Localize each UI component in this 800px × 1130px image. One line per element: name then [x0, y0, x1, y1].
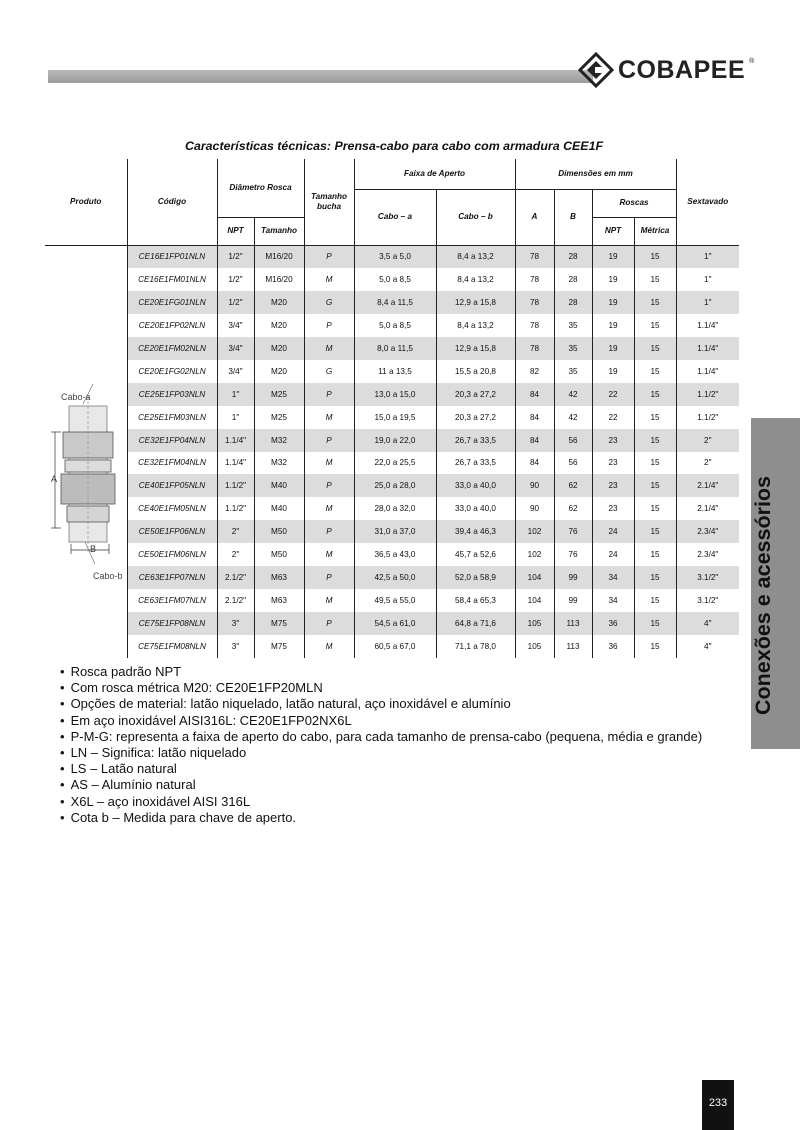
cell-cabo-b: 52,0 a 58,9: [436, 566, 515, 589]
cell-codigo: CE25E1FM03NLN: [127, 406, 217, 429]
table-row: [45, 268, 739, 291]
cell-metrica: 15: [634, 566, 676, 589]
cell-cabo-b: 64,8 a 71,6: [436, 612, 515, 635]
cell-tamanho: M20: [254, 314, 304, 337]
table-row: [45, 566, 739, 589]
cell-dim-b: 113: [554, 612, 592, 635]
cell-bucha: P: [304, 383, 354, 406]
cell-codigo: CE20E1FM02NLN: [127, 337, 217, 360]
cell-metrica: 15: [634, 452, 676, 475]
cell-cabo-a: 42,5 a 50,0: [354, 566, 436, 589]
cell-metrica: 15: [634, 429, 676, 452]
cell-cabo-a: 22,0 a 25,5: [354, 452, 436, 475]
note-item: • Rosca padrão NPT: [60, 664, 702, 680]
cell-sextavado: 3.1/2": [676, 589, 739, 612]
table-row: [45, 589, 739, 612]
cell-bucha: P: [304, 245, 354, 268]
cell-bucha: P: [304, 520, 354, 543]
cell-cabo-b: 8,4 a 13,2: [436, 268, 515, 291]
cell-cabo-a: 8,4 a 11,5: [354, 291, 436, 314]
cell-metrica: 15: [634, 268, 676, 291]
cell-cabo-a: 28,0 a 32,0: [354, 497, 436, 520]
table-row: [45, 520, 739, 543]
cable-gland-drawing: [45, 246, 127, 658]
table-row: [45, 497, 739, 520]
cell-cabo-b: 12,9 a 15,8: [436, 291, 515, 314]
cell-dim-a: 78: [515, 245, 554, 268]
cell-cabo-b: 26,7 a 33,5: [436, 452, 515, 475]
cell-cabo-a: 13,0 a 15,0: [354, 383, 436, 406]
cell-dim-a: 102: [515, 520, 554, 543]
cell-roscas-npt: 22: [592, 383, 634, 406]
note-item: • LS – Latão natural: [60, 761, 702, 777]
cell-cabo-b: 20,3 a 27,2: [436, 406, 515, 429]
cell-tamanho: M75: [254, 635, 304, 658]
cell-codigo: CE75E1FP08NLN: [127, 612, 217, 635]
cell-sextavado: 1.1/4": [676, 314, 739, 337]
cell-codigo: CE63E1FM07NLN: [127, 589, 217, 612]
cell-metrica: 15: [634, 291, 676, 314]
cell-dim-b: 42: [554, 406, 592, 429]
cell-bucha: P: [304, 429, 354, 452]
cell-dim-b: 99: [554, 589, 592, 612]
header-produto: Produto: [45, 159, 127, 245]
cell-npt: 1.1/4": [217, 429, 254, 452]
cell-npt: 3/4": [217, 337, 254, 360]
cell-roscas-npt: 19: [592, 291, 634, 314]
cell-bucha: M: [304, 406, 354, 429]
cell-codigo: CE50E1FP06NLN: [127, 520, 217, 543]
cell-npt: 3": [217, 612, 254, 635]
cell-roscas-npt: 19: [592, 314, 634, 337]
cell-roscas-npt: 24: [592, 520, 634, 543]
cell-cabo-a: 15,0 a 19,5: [354, 406, 436, 429]
table-row: [45, 337, 739, 360]
cell-sextavado: 2.3/4": [676, 543, 739, 566]
cell-cabo-b: 8,4 a 13,2: [436, 245, 515, 268]
cell-bucha: M: [304, 589, 354, 612]
drawing-label-dim-b: B: [90, 543, 97, 554]
cell-bucha: G: [304, 360, 354, 383]
cell-cabo-b: 8,4 a 13,2: [436, 314, 515, 337]
table-row: [45, 314, 739, 337]
table-row: [45, 406, 739, 429]
cell-bucha: P: [304, 566, 354, 589]
cell-cabo-b: 39,4 a 46,3: [436, 520, 515, 543]
cell-dim-a: 104: [515, 589, 554, 612]
cell-roscas-npt: 23: [592, 452, 634, 475]
cell-metrica: 15: [634, 337, 676, 360]
table-title: Características técnicas: Prensa-cabo para cabo com armadura CEE1F: [185, 139, 604, 153]
cell-tamanho: M63: [254, 589, 304, 612]
table-row: [45, 360, 739, 383]
cell-dim-b: 56: [554, 429, 592, 452]
cell-codigo: CE40E1FP05NLN: [127, 474, 217, 497]
cell-codigo: CE32E1FM04NLN: [127, 452, 217, 475]
cell-metrica: 15: [634, 474, 676, 497]
drawing-label-cabo-a: Cabo-a: [61, 391, 91, 402]
cell-sextavado: 1.1/2": [676, 383, 739, 406]
drawing-label-cabo-b: Cabo-b: [93, 570, 123, 581]
cell-roscas-npt: 36: [592, 635, 634, 658]
header-sextavado: Sextavado: [676, 159, 739, 245]
cell-codigo: CE63E1FP07NLN: [127, 566, 217, 589]
cell-metrica: 15: [634, 406, 676, 429]
cell-roscas-npt: 23: [592, 497, 634, 520]
cell-npt: 2.1/2": [217, 566, 254, 589]
cell-dim-b: 42: [554, 383, 592, 406]
cell-npt: 1/2": [217, 291, 254, 314]
cell-cabo-a: 5,0 a 8,5: [354, 314, 436, 337]
cell-cabo-b: 33,0 a 40,0: [436, 474, 515, 497]
cell-sextavado: 1": [676, 291, 739, 314]
cell-bucha: M: [304, 337, 354, 360]
note-item: • Em aço inoxidável AISI316L: CE20E1FP02NX6L: [60, 713, 702, 729]
cell-cabo-a: 31,0 a 37,0: [354, 520, 436, 543]
note-item: • LN – Significa: latão niquelado: [60, 745, 702, 761]
header-bar: [48, 70, 593, 83]
cell-roscas-npt: 19: [592, 337, 634, 360]
header-faixa-aperto: Faixa de Aperto: [354, 159, 515, 189]
header-npt: NPT: [217, 217, 254, 245]
cell-roscas-npt: 23: [592, 429, 634, 452]
note-item: • Opções de material: latão niquelado, latão natural, aço inoxidável e alumínio: [60, 696, 702, 712]
cell-npt: 2": [217, 520, 254, 543]
cell-cabo-a: 19,0 a 22,0: [354, 429, 436, 452]
cell-npt: 1/2": [217, 268, 254, 291]
cell-codigo: CE32E1FP04NLN: [127, 429, 217, 452]
cell-dim-b: 35: [554, 337, 592, 360]
cell-bucha: P: [304, 612, 354, 635]
cell-codigo: CE75E1FM08NLN: [127, 635, 217, 658]
cell-cabo-a: 25,0 a 28,0: [354, 474, 436, 497]
spec-table: [45, 159, 739, 658]
section-side-label-text: Conexões e acessórios: [751, 475, 775, 715]
cell-metrica: 15: [634, 497, 676, 520]
cell-metrica: 15: [634, 245, 676, 268]
cell-dim-a: 78: [515, 291, 554, 314]
header-tamanho: Tamanho: [254, 217, 304, 245]
cell-npt: 1/2": [217, 245, 254, 268]
cell-roscas-npt: 36: [592, 612, 634, 635]
cell-sextavado: 1.1/2": [676, 406, 739, 429]
cell-sextavado: 1.1/4": [676, 360, 739, 383]
cell-codigo: CE20E1FG02NLN: [127, 360, 217, 383]
cell-cabo-b: 45,7 a 52,6: [436, 543, 515, 566]
cell-bucha: G: [304, 291, 354, 314]
cell-dim-b: 76: [554, 520, 592, 543]
cell-dim-a: 105: [515, 635, 554, 658]
cell-dim-b: 28: [554, 245, 592, 268]
cell-dim-a: 84: [515, 429, 554, 452]
cell-dim-a: 105: [515, 612, 554, 635]
header-metrica: Métrica: [634, 217, 676, 245]
table-row: [45, 429, 739, 452]
table-row: [45, 543, 739, 566]
cell-dim-a: 90: [515, 497, 554, 520]
brand-logo: [578, 52, 754, 88]
cell-bucha: M: [304, 452, 354, 475]
cobapee-logo-icon: [578, 52, 614, 88]
cell-sextavado: 2.1/4": [676, 474, 739, 497]
cell-codigo: CE20E1FP02NLN: [127, 314, 217, 337]
cell-bucha: M: [304, 635, 354, 658]
cell-roscas-npt: 19: [592, 360, 634, 383]
cell-cabo-b: 15,5 a 20,8: [436, 360, 515, 383]
note-item: • Cota b – Medida para chave de aperto.: [60, 810, 702, 826]
cell-dim-a: 82: [515, 360, 554, 383]
cell-dim-a: 102: [515, 543, 554, 566]
cell-roscas-npt: 34: [592, 566, 634, 589]
cell-sextavado: 2.3/4": [676, 520, 739, 543]
notes-list: [60, 664, 702, 826]
cell-metrica: 15: [634, 589, 676, 612]
cell-npt: 1.1/4": [217, 452, 254, 475]
cell-roscas-npt: 24: [592, 543, 634, 566]
cell-dim-a: 84: [515, 406, 554, 429]
cell-cabo-a: 8,0 a 11,5: [354, 337, 436, 360]
cell-tamanho: M75: [254, 612, 304, 635]
cell-cabo-b: 26,7 a 33,5: [436, 429, 515, 452]
cell-tamanho: M40: [254, 497, 304, 520]
cell-npt: 3/4": [217, 360, 254, 383]
cell-cabo-a: 49,5 a 55,0: [354, 589, 436, 612]
cell-dim-b: 28: [554, 268, 592, 291]
product-drawing-cell: [45, 245, 127, 658]
cell-bucha: M: [304, 268, 354, 291]
table-row: [45, 474, 739, 497]
note-item: • X6L – aço inoxidável AISI 316L: [60, 794, 702, 810]
cell-sextavado: 1": [676, 245, 739, 268]
cell-tamanho: M25: [254, 383, 304, 406]
cell-sextavado: 2.1/4": [676, 497, 739, 520]
header-cabo-b: Cabo – b: [436, 189, 515, 245]
cell-npt: 3/4": [217, 314, 254, 337]
cell-sextavado: 1": [676, 268, 739, 291]
cell-dim-a: 78: [515, 337, 554, 360]
table-row: [45, 245, 739, 268]
cell-cabo-a: 54,5 a 61,0: [354, 612, 436, 635]
cell-tamanho: M20: [254, 360, 304, 383]
cell-cabo-b: 58,4 a 65,3: [436, 589, 515, 612]
cell-codigo: CE50E1FM06NLN: [127, 543, 217, 566]
cell-cabo-a: 36,5 a 43,0: [354, 543, 436, 566]
cell-metrica: 15: [634, 612, 676, 635]
cell-dim-b: 35: [554, 360, 592, 383]
header-diametro-rosca: Diâmetro Rosca: [217, 159, 304, 217]
cell-cabo-b: 33,0 a 40,0: [436, 497, 515, 520]
cell-sextavado: 4": [676, 612, 739, 635]
cell-bucha: P: [304, 474, 354, 497]
note-item: • Com rosca métrica M20: CE20E1FP20MLN: [60, 680, 702, 696]
cell-tamanho: M16/20: [254, 245, 304, 268]
cell-sextavado: 3.1/2": [676, 566, 739, 589]
note-item: • P-M-G: representa a faixa de aperto do cabo, para cada tamanho de prensa-cabo (pequena, média e grande): [60, 729, 702, 745]
note-item: • AS – Alumínio natural: [60, 777, 702, 793]
cell-dim-b: 56: [554, 452, 592, 475]
cell-npt: 2": [217, 543, 254, 566]
brand-registered-mark: ®: [749, 57, 755, 65]
cell-tamanho: M50: [254, 543, 304, 566]
cell-roscas-npt: 19: [592, 268, 634, 291]
cell-bucha: P: [304, 314, 354, 337]
cell-cabo-a: 3,5 a 5,0: [354, 245, 436, 268]
cell-dim-b: 99: [554, 566, 592, 589]
cell-roscas-npt: 22: [592, 406, 634, 429]
cell-npt: 1.1/2": [217, 497, 254, 520]
cell-npt: 1": [217, 383, 254, 406]
cell-codigo: CE16E1FP01NLN: [127, 245, 217, 268]
cell-cabo-a: 5,0 a 8,5: [354, 268, 436, 291]
cell-codigo: CE40E1FM05NLN: [127, 497, 217, 520]
cell-codigo: CE25E1FP03NLN: [127, 383, 217, 406]
cell-metrica: 15: [634, 635, 676, 658]
cell-npt: 1": [217, 406, 254, 429]
header-dim-b: B: [554, 189, 592, 245]
cell-bucha: M: [304, 497, 354, 520]
cell-npt: 3": [217, 635, 254, 658]
cell-tamanho: M63: [254, 566, 304, 589]
cell-roscas-npt: 34: [592, 589, 634, 612]
brand-name: COBAPEE: [618, 55, 746, 84]
cell-tamanho: M32: [254, 452, 304, 475]
table-row: [45, 635, 739, 658]
cell-cabo-a: 11 a 13,5: [354, 360, 436, 383]
cell-sextavado: 4": [676, 635, 739, 658]
cell-sextavado: 2": [676, 429, 739, 452]
cell-sextavado: 2": [676, 452, 739, 475]
cell-dim-b: 76: [554, 543, 592, 566]
cell-dim-a: 90: [515, 474, 554, 497]
cell-codigo: CE16E1FM01NLN: [127, 268, 217, 291]
header-dim-a: A: [515, 189, 554, 245]
cell-npt: 2.1/2": [217, 589, 254, 612]
cell-tamanho: M50: [254, 520, 304, 543]
cell-roscas-npt: 23: [592, 474, 634, 497]
cell-metrica: 15: [634, 383, 676, 406]
cell-cabo-b: 71,1 a 78,0: [436, 635, 515, 658]
cell-cabo-a: 60,5 a 67,0: [354, 635, 436, 658]
cell-tamanho: M32: [254, 429, 304, 452]
drawing-label-dim-a: A: [51, 473, 58, 484]
cell-dim-a: 104: [515, 566, 554, 589]
cell-dim-b: 62: [554, 497, 592, 520]
header-roscas-npt: NPT: [592, 217, 634, 245]
header-cabo-a: Cabo – a: [354, 189, 436, 245]
header-dimensoes: Dimensões em mm: [515, 159, 676, 189]
cell-npt: 1.1/2": [217, 474, 254, 497]
cell-dim-b: 113: [554, 635, 592, 658]
cell-codigo: CE20E1FG01NLN: [127, 291, 217, 314]
cell-dim-a: 84: [515, 383, 554, 406]
cell-cabo-b: 12,9 a 15,8: [436, 337, 515, 360]
cell-tamanho: M20: [254, 337, 304, 360]
cell-dim-a: 84: [515, 452, 554, 475]
cell-dim-b: 28: [554, 291, 592, 314]
cell-tamanho: M20: [254, 291, 304, 314]
cell-metrica: 15: [634, 360, 676, 383]
cell-dim-b: 62: [554, 474, 592, 497]
table-row: [45, 383, 739, 406]
cell-metrica: 15: [634, 543, 676, 566]
table-row: [45, 612, 739, 635]
table-row: [45, 452, 739, 475]
cell-tamanho: M16/20: [254, 268, 304, 291]
header-tamanho-bucha: Tamanho bucha: [304, 159, 354, 245]
cell-bucha: M: [304, 543, 354, 566]
header-roscas: Roscas: [592, 189, 676, 217]
cell-metrica: 15: [634, 314, 676, 337]
cell-dim-a: 78: [515, 314, 554, 337]
page-number: 233: [702, 1080, 734, 1130]
cell-cabo-b: 20,3 a 27,2: [436, 383, 515, 406]
cell-roscas-npt: 19: [592, 245, 634, 268]
cell-dim-a: 78: [515, 268, 554, 291]
cell-metrica: 15: [634, 520, 676, 543]
table-row: [45, 291, 739, 314]
cell-tamanho: M25: [254, 406, 304, 429]
cell-tamanho: M40: [254, 474, 304, 497]
header-codigo: Código: [127, 159, 217, 245]
cell-sextavado: 1.1/4": [676, 337, 739, 360]
cell-dim-b: 35: [554, 314, 592, 337]
